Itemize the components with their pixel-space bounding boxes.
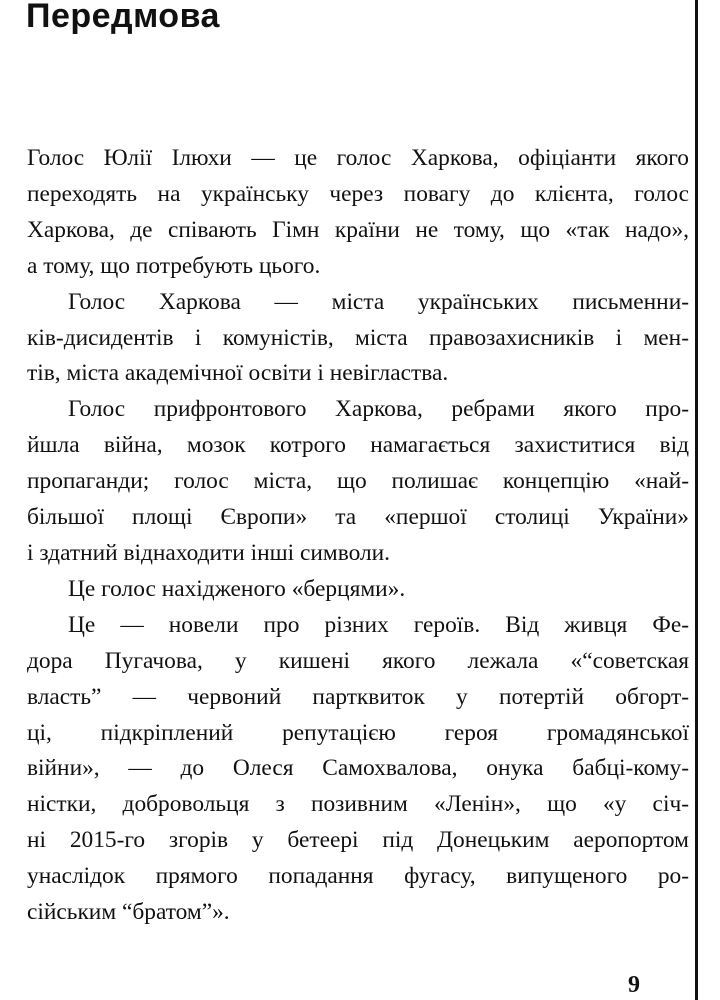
page-number: 9 xyxy=(628,972,640,998)
text-line: Це голос нахідженого «берцями». xyxy=(68,575,406,602)
text-line: ністки, добровольця з позивним «Ленін», що «у січ- xyxy=(27,791,689,818)
text-line: ні 2015-го згорів у бетеері під Донецьким аеропортом xyxy=(27,827,689,854)
text-line: сійським “братом”». xyxy=(27,899,230,926)
text-line: Голос Харкова — міста українських письменни- xyxy=(68,288,689,315)
text-line: йшла війна, мозок котрого намагається захиститися від xyxy=(27,432,689,459)
body-text xyxy=(27,141,689,931)
text-line: і здатний віднаходити інші символи. xyxy=(27,539,391,566)
text-line: Харкова, де співають Гімн країни не тому, що «так надо», xyxy=(27,216,689,243)
page-edge-rule xyxy=(695,0,698,1000)
text-line: дора Пугачова, у кишені якого лежала «“советская xyxy=(27,647,689,674)
text-line: Це — новели про різних героїв. Від живця Фе- xyxy=(68,611,689,638)
text-line: унаслідок прямого попадання фугасу, випущеного ро- xyxy=(27,863,689,890)
text-line: війни», — до Олеся Самохвалова, онука бабці-кому- xyxy=(27,755,689,782)
text-line: Голос прифронтового Харкова, ребрами якого про- xyxy=(68,396,689,423)
text-line: ків-дисидентів і комуністів, міста правозахисників і мен- xyxy=(27,324,689,351)
text-line: більшої площі Європи» та «першої столиці України» xyxy=(27,504,689,531)
text-line: а тому, що потребують цього. xyxy=(27,252,321,279)
chapter-title: Передмова xyxy=(26,0,220,35)
paragraph xyxy=(27,285,689,393)
text-line: Голос Юлії Ілюхи — це голос Харкова, офіціанти якого xyxy=(27,145,689,171)
text-line: пропаганди; голос міста, що полишає концепцію «най- xyxy=(27,468,689,495)
text-line: ці, підкріплений репутацією героя громадянської xyxy=(27,719,689,746)
text-line: переходять на українську через повагу до клієнта, голос xyxy=(27,180,689,207)
text-line: тів, міста академічної освіти і невігластва. xyxy=(27,360,449,387)
paragraph xyxy=(27,608,689,931)
paragraph xyxy=(27,141,689,285)
paragraph xyxy=(27,572,689,608)
text-line: власть” — червоний партквиток у потертій обгорт- xyxy=(27,683,689,710)
paragraph xyxy=(27,392,689,572)
